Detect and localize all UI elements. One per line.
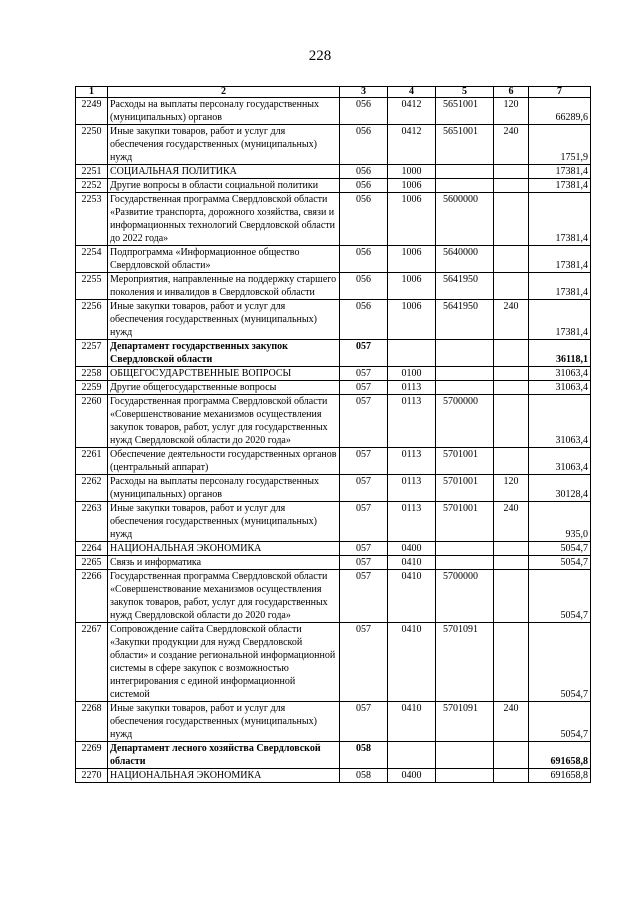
amount-cell: 5054,7 bbox=[529, 556, 591, 570]
table-body bbox=[76, 98, 591, 783]
amount-cell: 30128,4 bbox=[529, 475, 591, 502]
row-name-cell: Иные закупки товаров, работ и услуг для обеспечения государственных (муниципальных) нужд bbox=[108, 125, 340, 165]
amount-cell: 691658,8 bbox=[529, 769, 591, 783]
table-row bbox=[76, 448, 591, 475]
section-code-cell: 0113 bbox=[388, 395, 436, 448]
table-row bbox=[76, 98, 591, 125]
row-number-cell: 2260 bbox=[76, 395, 108, 448]
table-row bbox=[76, 367, 591, 381]
expense-type-cell: 240 bbox=[494, 125, 529, 165]
column-header: 1 bbox=[76, 87, 108, 98]
row-name-cell: Государственная программа Свердловской области «Развитие транспорта, дорожного хозяйства, связи и информационных технологий Свердловской области до 2022 года» bbox=[108, 193, 340, 246]
table-row bbox=[76, 542, 591, 556]
row-name-cell: Другие общегосударственные вопросы bbox=[108, 381, 340, 395]
target-item-cell: 5700000 bbox=[436, 570, 494, 623]
row-name-cell: Расходы на выплаты персоналу государственных (муниципальных) органов bbox=[108, 98, 340, 125]
section-code-cell: 0410 bbox=[388, 623, 436, 702]
row-number-cell: 2252 bbox=[76, 179, 108, 193]
target-item-cell: 5700000 bbox=[436, 395, 494, 448]
admin-code-cell: 056 bbox=[340, 98, 388, 125]
admin-code-cell: 057 bbox=[340, 502, 388, 542]
expense-type-cell bbox=[494, 193, 529, 246]
section-code-cell bbox=[388, 340, 436, 367]
row-name-cell: Расходы на выплаты персоналу государственных (муниципальных) органов bbox=[108, 475, 340, 502]
row-name-cell: Обеспечение деятельности государственных органов (центральный аппарат) bbox=[108, 448, 340, 475]
admin-code-cell: 057 bbox=[340, 570, 388, 623]
admin-code-cell: 057 bbox=[340, 542, 388, 556]
section-code-cell: 0410 bbox=[388, 556, 436, 570]
section-code-cell: 0113 bbox=[388, 502, 436, 542]
target-item-cell: 5701001 bbox=[436, 475, 494, 502]
amount-cell: 17381,4 bbox=[529, 179, 591, 193]
amount-cell: 31063,4 bbox=[529, 395, 591, 448]
row-number-cell: 2251 bbox=[76, 165, 108, 179]
column-header: 2 bbox=[108, 87, 340, 98]
expense-type-cell bbox=[494, 340, 529, 367]
page-number: 228 bbox=[308, 48, 332, 64]
expense-type-cell bbox=[494, 395, 529, 448]
expense-type-cell bbox=[494, 742, 529, 769]
table-row bbox=[76, 502, 591, 542]
expense-type-cell: 240 bbox=[494, 300, 529, 340]
row-number-cell: 2255 bbox=[76, 273, 108, 300]
expense-type-cell bbox=[494, 273, 529, 300]
admin-code-cell: 056 bbox=[340, 193, 388, 246]
row-name-cell: ОБЩЕГОСУДАРСТВЕННЫЕ ВОПРОСЫ bbox=[108, 367, 340, 381]
table-row bbox=[76, 742, 591, 769]
row-name-cell: Подпрограмма «Информационное общество Свердловской области» bbox=[108, 246, 340, 273]
amount-cell: 17381,4 bbox=[529, 300, 591, 340]
target-item-cell: 5600000 bbox=[436, 193, 494, 246]
column-header: 5 bbox=[436, 87, 494, 98]
target-item-cell bbox=[436, 381, 494, 395]
section-code-cell: 0412 bbox=[388, 98, 436, 125]
admin-code-cell: 057 bbox=[340, 702, 388, 742]
expense-type-cell bbox=[494, 179, 529, 193]
row-name-cell: Государственная программа Свердловской области «Совершенствование механизмов осуществления закупок товаров, работ, услуг для государственных нужд Свердловской области до 2020 года» bbox=[108, 570, 340, 623]
admin-code-cell: 056 bbox=[340, 165, 388, 179]
admin-code-cell: 057 bbox=[340, 448, 388, 475]
table-row bbox=[76, 246, 591, 273]
amount-cell: 17381,4 bbox=[529, 165, 591, 179]
amount-cell: 31063,4 bbox=[529, 381, 591, 395]
section-code-cell: 1006 bbox=[388, 179, 436, 193]
row-name-cell: НАЦИОНАЛЬНАЯ ЭКОНОМИКА bbox=[108, 542, 340, 556]
target-item-cell: 5701001 bbox=[436, 448, 494, 475]
target-item-cell: 5701001 bbox=[436, 502, 494, 542]
target-item-cell: 5651001 bbox=[436, 125, 494, 165]
target-item-cell bbox=[436, 769, 494, 783]
target-item-cell bbox=[436, 542, 494, 556]
row-number-cell: 2265 bbox=[76, 556, 108, 570]
amount-cell: 5054,7 bbox=[529, 702, 591, 742]
row-name-cell: Государственная программа Свердловской области «Совершенствование механизмов осуществления закупок товаров, работ, услуг для государственных нужд Свердловской области до 2020 года» bbox=[108, 395, 340, 448]
admin-code-cell: 056 bbox=[340, 125, 388, 165]
section-code-cell: 0113 bbox=[388, 475, 436, 502]
row-name-cell: Сопровождение сайта Свердловской области «Закупки продукции для нужд Свердловской области» и создание региональной информационной системы в сфере закупок с возможностью интегрирования с единой информационной системой bbox=[108, 623, 340, 702]
admin-code-cell: 056 bbox=[340, 273, 388, 300]
target-item-cell: 5651001 bbox=[436, 98, 494, 125]
row-name-cell: Департамент лесного хозяйства Свердловской области bbox=[108, 742, 340, 769]
expense-type-cell bbox=[494, 769, 529, 783]
amount-cell: 31063,4 bbox=[529, 448, 591, 475]
admin-code-cell: 057 bbox=[340, 367, 388, 381]
expense-type-cell bbox=[494, 165, 529, 179]
amount-cell: 66289,6 bbox=[529, 98, 591, 125]
table-row bbox=[76, 165, 591, 179]
budget-table bbox=[75, 86, 591, 783]
section-code-cell: 1000 bbox=[388, 165, 436, 179]
column-header: 4 bbox=[388, 87, 436, 98]
admin-code-cell: 057 bbox=[340, 556, 388, 570]
row-number-cell: 2269 bbox=[76, 742, 108, 769]
admin-code-cell: 056 bbox=[340, 179, 388, 193]
expense-type-cell: 120 bbox=[494, 98, 529, 125]
expense-type-cell bbox=[494, 246, 529, 273]
row-name-cell: Иные закупки товаров, работ и услуг для обеспечения государственных (муниципальных) нужд bbox=[108, 502, 340, 542]
table-row bbox=[76, 570, 591, 623]
expense-type-cell: 120 bbox=[494, 475, 529, 502]
table-row bbox=[76, 300, 591, 340]
row-number-cell: 2254 bbox=[76, 246, 108, 273]
table-header-row bbox=[76, 87, 591, 98]
admin-code-cell: 057 bbox=[340, 475, 388, 502]
target-item-cell bbox=[436, 340, 494, 367]
admin-code-cell: 058 bbox=[340, 742, 388, 769]
amount-cell: 691658,8 bbox=[529, 742, 591, 769]
section-code-cell bbox=[388, 742, 436, 769]
row-number-cell: 2258 bbox=[76, 367, 108, 381]
target-item-cell bbox=[436, 179, 494, 193]
row-number-cell: 2259 bbox=[76, 381, 108, 395]
amount-cell: 36118,1 bbox=[529, 340, 591, 367]
expense-type-cell bbox=[494, 448, 529, 475]
section-code-cell: 0113 bbox=[388, 381, 436, 395]
row-name-cell: Иные закупки товаров, работ и услуг для обеспечения государственных (муниципальных) нужд bbox=[108, 300, 340, 340]
amount-cell: 5054,7 bbox=[529, 570, 591, 623]
table-row bbox=[76, 556, 591, 570]
section-code-cell: 0410 bbox=[388, 570, 436, 623]
row-name-cell: Департамент государственных закупок Свердловской области bbox=[108, 340, 340, 367]
expense-type-cell bbox=[494, 556, 529, 570]
target-item-cell bbox=[436, 165, 494, 179]
amount-cell: 17381,4 bbox=[529, 273, 591, 300]
admin-code-cell: 057 bbox=[340, 340, 388, 367]
row-number-cell: 2250 bbox=[76, 125, 108, 165]
section-code-cell: 1006 bbox=[388, 300, 436, 340]
row-number-cell: 2256 bbox=[76, 300, 108, 340]
row-number-cell: 2249 bbox=[76, 98, 108, 125]
amount-cell: 5054,7 bbox=[529, 542, 591, 556]
row-name-cell: СОЦИАЛЬНАЯ ПОЛИТИКА bbox=[108, 165, 340, 179]
expense-type-cell bbox=[494, 381, 529, 395]
target-item-cell: 5641950 bbox=[436, 300, 494, 340]
expense-type-cell bbox=[494, 367, 529, 381]
section-code-cell: 0412 bbox=[388, 125, 436, 165]
expense-type-cell: 240 bbox=[494, 502, 529, 542]
expense-type-cell bbox=[494, 542, 529, 556]
admin-code-cell: 056 bbox=[340, 246, 388, 273]
table-row bbox=[76, 769, 591, 783]
admin-code-cell: 056 bbox=[340, 300, 388, 340]
row-name-cell: Связь и информатика bbox=[108, 556, 340, 570]
amount-cell: 1751,9 bbox=[529, 125, 591, 165]
row-number-cell: 2268 bbox=[76, 702, 108, 742]
admin-code-cell: 058 bbox=[340, 769, 388, 783]
table-row bbox=[76, 623, 591, 702]
table-row bbox=[76, 273, 591, 300]
row-number-cell: 2264 bbox=[76, 542, 108, 556]
table-row bbox=[76, 395, 591, 448]
amount-cell: 31063,4 bbox=[529, 367, 591, 381]
amount-cell: 5054,7 bbox=[529, 623, 591, 702]
section-code-cell: 0100 bbox=[388, 367, 436, 381]
target-item-cell: 5701091 bbox=[436, 702, 494, 742]
table-row bbox=[76, 475, 591, 502]
row-name-cell: Другие вопросы в области социальной политики bbox=[108, 179, 340, 193]
target-item-cell bbox=[436, 742, 494, 769]
section-code-cell: 1006 bbox=[388, 193, 436, 246]
row-number-cell: 2270 bbox=[76, 769, 108, 783]
table-row bbox=[76, 381, 591, 395]
section-code-cell: 1006 bbox=[388, 273, 436, 300]
table-row bbox=[76, 125, 591, 165]
row-number-cell: 2267 bbox=[76, 623, 108, 702]
table-row bbox=[76, 179, 591, 193]
section-code-cell: 0400 bbox=[388, 769, 436, 783]
amount-cell: 17381,4 bbox=[529, 193, 591, 246]
expense-type-cell bbox=[494, 623, 529, 702]
row-number-cell: 2257 bbox=[76, 340, 108, 367]
target-item-cell: 5641950 bbox=[436, 273, 494, 300]
target-item-cell bbox=[436, 556, 494, 570]
target-item-cell bbox=[436, 367, 494, 381]
column-header: 3 bbox=[340, 87, 388, 98]
admin-code-cell: 057 bbox=[340, 623, 388, 702]
target-item-cell: 5701091 bbox=[436, 623, 494, 702]
column-header: 6 bbox=[494, 87, 529, 98]
row-number-cell: 2263 bbox=[76, 502, 108, 542]
section-code-cell: 0410 bbox=[388, 702, 436, 742]
row-name-cell: Иные закупки товаров, работ и услуг для обеспечения государственных (муниципальных) нужд bbox=[108, 702, 340, 742]
admin-code-cell: 057 bbox=[340, 395, 388, 448]
section-code-cell: 0113 bbox=[388, 448, 436, 475]
row-number-cell: 2261 bbox=[76, 448, 108, 475]
amount-cell: 935,0 bbox=[529, 502, 591, 542]
section-code-cell: 1006 bbox=[388, 246, 436, 273]
table-row bbox=[76, 193, 591, 246]
amount-cell: 17381,4 bbox=[529, 246, 591, 273]
row-name-cell: Мероприятия, направленные на поддержку старшего поколения и инвалидов в Свердловской области bbox=[108, 273, 340, 300]
admin-code-cell: 057 bbox=[340, 381, 388, 395]
expense-type-cell bbox=[494, 570, 529, 623]
expense-type-cell: 240 bbox=[494, 702, 529, 742]
row-number-cell: 2266 bbox=[76, 570, 108, 623]
section-code-cell: 0400 bbox=[388, 542, 436, 556]
column-header: 7 bbox=[529, 87, 591, 98]
row-number-cell: 2262 bbox=[76, 475, 108, 502]
target-item-cell: 5640000 bbox=[436, 246, 494, 273]
row-name-cell: НАЦИОНАЛЬНАЯ ЭКОНОМИКА bbox=[108, 769, 340, 783]
row-number-cell: 2253 bbox=[76, 193, 108, 246]
table-row bbox=[76, 340, 591, 367]
table-row bbox=[76, 702, 591, 742]
